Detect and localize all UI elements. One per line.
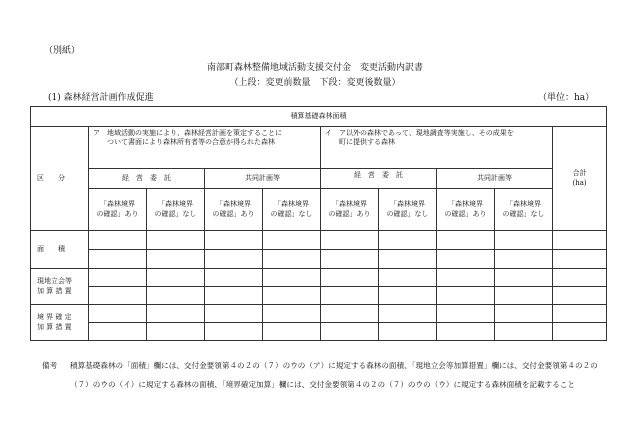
group-a-keiei [89,169,205,189]
table-cell[interactable] [437,231,495,250]
table-cell[interactable] [321,323,379,341]
remarks-label: 備考 [42,361,58,370]
confirm-yes-l2: の確認」あり [96,209,139,218]
table-cell[interactable] [321,250,379,269]
confirm-yes-l2: の確認」あり [444,209,487,218]
confirm-no-l1: 「森林境界 [158,200,193,209]
confirm-no-cell [379,189,437,231]
table-cell[interactable] [495,269,553,287]
row-label-line2: 加 算 措 置 [37,286,72,295]
confirm-no-l1: 「森林境界 [390,200,425,209]
remarks-text: 積算基礎森林の「面積」欄には、交付金要領第４の２の（７）のウの（ア）に規定する森林の面積、「現地立会等加算措置」欄には、交付金要領第４の２の（７）のウの（イ）に規定する森林の面積、「境界確定加算」欄には、交付金要領第４の２の（７）のウの（ウ）に規定する森林面積を記載すること [70,361,598,389]
remarks [44,356,616,394]
activity-table [30,106,607,341]
table-cell[interactable] [437,269,495,287]
group-i-keiei [321,169,437,189]
table-cell[interactable] [89,231,147,250]
table-cell[interactable] [379,287,437,305]
table-cell[interactable] [321,269,379,287]
table-cell[interactable] [147,269,205,287]
table-cell[interactable] [147,287,205,305]
table-cell[interactable] [263,269,321,287]
total-header [553,127,607,231]
table-cell[interactable] [553,231,607,250]
row-label-boundary [31,305,89,341]
table-cell[interactable] [147,323,205,341]
table-cell[interactable] [379,231,437,250]
category-cell [31,127,89,231]
sub-keiei-a: 経 営 委 託 [122,173,171,182]
table-cell[interactable] [437,305,495,323]
table-cell[interactable] [553,250,607,269]
table-cell[interactable] [437,287,495,305]
group-i-line1: イ ア以外の森林であって、現地調査等実施し、その成果を [325,129,514,137]
table-cell[interactable] [321,305,379,323]
table-cell[interactable] [147,250,205,269]
table-cell[interactable] [89,305,147,323]
group-a-line1: ア 地域活動の実施により、森林経営計画を策定することに [93,129,282,137]
sub-kyodo-a: 共同計画等 [245,173,280,182]
row-label-line2: 加 算 措 置 [37,322,72,331]
group-i-line2: 町に提供する森林 [339,138,395,147]
table-cell[interactable] [205,250,263,269]
confirm-no-l2: の確認」なし [386,209,429,218]
confirm-yes-l1: 「森林境界 [100,200,135,209]
table-cell[interactable] [205,231,263,250]
row-label-line1: 境 界 確 定 [37,313,72,322]
group-a-header [89,127,321,169]
table-cell[interactable] [147,305,205,323]
top-header: 積算基礎森林面積 [290,111,347,120]
table-cell[interactable] [495,250,553,269]
table-cell[interactable] [553,269,607,287]
table-cell[interactable] [495,231,553,250]
table-cell[interactable] [379,323,437,341]
table-cell[interactable] [553,305,607,323]
row-label-area [31,231,89,269]
category-label: 区 分 [37,173,65,182]
total-line1: 合計 [572,169,587,178]
confirm-no-cell [263,189,321,231]
confirm-yes-l2: の確認」あり [212,209,255,218]
table-cell[interactable] [553,323,607,341]
group-i-header [321,127,553,169]
table-cell[interactable] [495,287,553,305]
table-cell[interactable] [147,231,205,250]
confirm-yes-l1: 「森林境界 [216,200,251,209]
row-label-line1: 現地立会等 [37,277,72,286]
table-cell[interactable] [553,287,607,305]
table-cell[interactable] [379,305,437,323]
group-i-kyodo [437,169,553,189]
table-cell[interactable] [205,323,263,341]
confirm-no-l1: 「森林境界 [506,200,541,209]
document-subtitle: （上段：変更前数量 下段：変更後数量） [229,78,401,88]
top-header-cell [31,107,607,127]
table-cell[interactable] [437,323,495,341]
table-cell[interactable] [263,231,321,250]
table-cell[interactable] [89,269,147,287]
table-cell[interactable] [495,323,553,341]
table-cell[interactable] [263,250,321,269]
table-cell[interactable] [321,287,379,305]
document-title: 南部町森林整備地域活動支援交付金 変更活動内訳書 [206,63,423,73]
table-cell[interactable] [89,287,147,305]
section-title: (1) 森林経営計画作成促進 [48,93,154,103]
table-cell[interactable] [263,287,321,305]
confirm-yes-cell [89,189,147,231]
confirm-yes-cell [205,189,263,231]
table-cell[interactable] [263,323,321,341]
confirm-no-l2: の確認」なし [270,209,313,218]
table-cell[interactable] [89,323,147,341]
table-cell[interactable] [263,305,321,323]
table-cell[interactable] [379,250,437,269]
table-cell[interactable] [379,269,437,287]
confirm-no-l2: の確認」なし [502,209,545,218]
table-cell[interactable] [205,287,263,305]
sub-kyodo-i: 共同計画等 [477,173,512,182]
confirm-yes-l1: 「森林境界 [448,200,483,209]
table-cell[interactable] [89,250,147,269]
confirm-no-l2: の確認」なし [154,209,197,218]
table-cell[interactable] [205,269,263,287]
confirm-no-cell [147,189,205,231]
total-line2: (ha) [572,178,587,187]
table-cell[interactable] [495,305,553,323]
group-a-line2: ついて書面により森林所有者等の合意が得られた森林 [107,138,275,147]
unit-label: （単位：ha） [538,93,595,103]
table-cell[interactable] [321,231,379,250]
table-cell[interactable] [205,305,263,323]
row-label-line1: 面 積 [37,244,65,253]
annex-label: （別紙） [44,46,81,56]
sub-keiei-i: 経 営 委 託 [354,171,403,179]
confirm-no-cell [495,189,553,231]
confirm-no-l1: 「森林境界 [274,200,309,209]
confirm-yes-l2: の確認」あり [328,209,371,218]
confirm-yes-l1: 「森林境界 [332,200,367,209]
group-a-kyodo [205,169,321,189]
table-cell[interactable] [437,250,495,269]
confirm-yes-cell [321,189,379,231]
row-label-survey [31,269,89,305]
confirm-yes-cell [437,189,495,231]
